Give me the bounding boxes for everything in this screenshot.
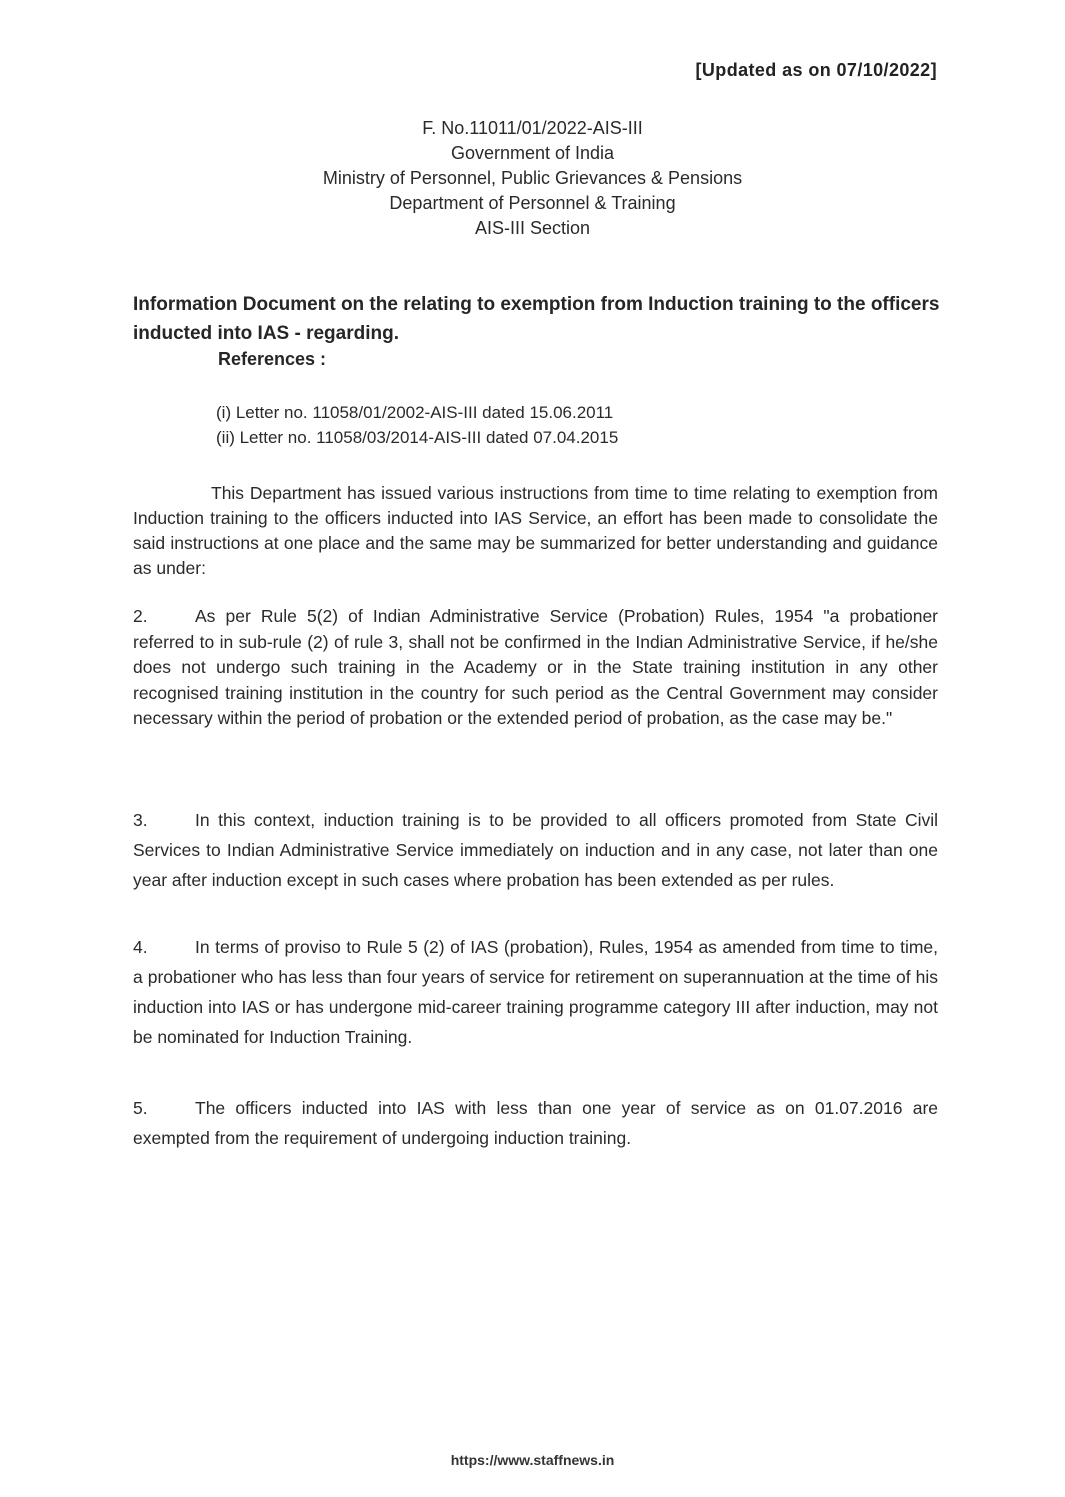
references-label: References : [218,349,327,369]
reference-item: (ii) Letter no. 11058/03/2014-AIS-III dated 07.04.2015 [216,428,619,447]
paragraph-text: In terms of proviso to Rule 5 (2) of IAS (probation), Rules, 1954 as amended from time to time, a probationer who has less than four years of service for retirement on superannuation at the time of his induction into IAS or has undergone mid-career training programme category III after induction, may not be nominated for Induction Training. [133,937,938,1047]
paragraph-number: 4. [133,937,148,957]
paragraph-3 [133,805,938,895]
section-name: AIS-III Section [474,218,591,238]
document-header [0,116,1065,241]
paragraph-number: 5. [133,1098,148,1118]
paragraph-2 [133,604,938,732]
paragraph-text: In this context, induction training is to be provided to all officers promoted from State Civil Services to Indian Administrative Service immediately on induction and in any case, not later than one year after induction except in such cases where probation has been extended as per rules. [133,810,938,890]
paragraph-text: The officers inducted into IAS with less than one year of service as on 01.07.2016 are exempted from the requirement of undergoing induction training. [133,1098,938,1148]
file-number: F. No.11011/01/2022-AIS-III [422,118,643,138]
updated-date-note: [Updated as on 07/10/2022] [695,60,937,80]
paragraph-number: 3. [133,810,148,830]
department-name: Department of Personnel & Training [389,193,676,213]
paragraph-number: 2. [133,606,148,626]
references-list [216,400,618,450]
reference-item: (i) Letter no. 11058/01/2002-AIS-III dated 15.06.2011 [216,403,614,422]
paragraph-5 [133,1093,938,1153]
paragraph-text: As per Rule 5(2) of Indian Administrative Service (Probation) Rules, 1954 "a probationer referred to in sub-rule (2) of rule 3, shall not be confirmed in the Indian Administrative Service, if he/she does not undergo such training in the Academy or in the State training institution in any other recognised training institution in the country for such period as the Central Government may consider necessary within the period of probation or the extended period of probation, as the case may be." [133,606,938,728]
footer-url[interactable]: https://www.staffnews.in [450,1452,615,1468]
paragraph-4 [133,932,938,1052]
government-name: Government of India [450,143,615,163]
ministry-name: Ministry of Personnel, Public Grievances & Pensions [322,168,743,188]
intro-paragraph: This Department has issued various instructions from time to time relating to exemption from Induction training to the officers inducted into IAS Service, an effort has been made to consolidate the said instructions at one place and the same may be summarized for better understanding and guidance as under: [133,483,938,578]
document-subject: Information Document on the relating to exemption from Induction training to the officers inducted into IAS - regarding. [133,294,940,344]
